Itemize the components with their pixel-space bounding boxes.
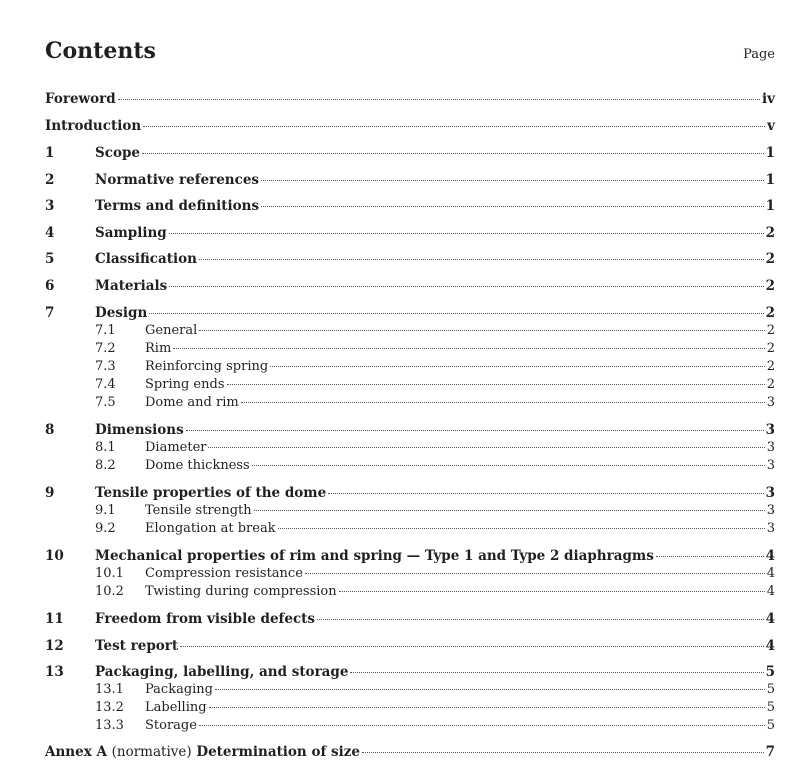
toc-entry-title: Dimensions [95,422,184,438]
toc-entry-number: 7.2 [95,341,116,356]
toc-entry-number: 7.4 [95,377,116,392]
dot-leader [270,366,765,367]
toc-entry-number: 13.2 [95,700,124,715]
toc-entry-title: Normative references [95,172,260,188]
annex-label: Annex A [45,744,107,760]
toc-entry-number: 10.2 [95,584,124,599]
toc-entry-page: 2 [766,341,775,356]
toc-entry-10-2[interactable] [45,584,775,602]
toc-entry-page: 5 [766,700,775,715]
toc-entry-title: Terms and definitions [95,198,260,214]
dot-leader [199,330,764,331]
toc-entry-title: Scope [95,145,141,161]
toc-entry-foreword[interactable] [45,91,775,109]
toc-entry-title: Mechanical properties of rim and spring — Type 1 and Type 2 diaphragms [95,548,654,564]
toc-entry-13[interactable] [45,664,775,682]
toc-entry-title: Twisting during compression [145,584,337,599]
dot-leader [118,99,760,100]
toc-entry-page: 3 [766,503,775,518]
toc-entry-9[interactable] [45,485,775,503]
toc-entry-title: Tensile properties of the dome [95,485,327,501]
toc-entry-title: Classification [95,251,197,267]
toc-entry-13-1[interactable] [45,682,775,700]
dot-leader [350,672,763,673]
toc-entry-5[interactable] [45,251,775,269]
page-title: Contents [45,38,156,64]
dot-leader [305,573,765,574]
toc-entry-number: 3 [45,198,55,214]
toc-entry-number: 7.5 [95,395,116,410]
toc-entry-8-2[interactable] [45,458,775,476]
toc-entry-7[interactable] [45,305,775,323]
toc-entry-number: 13.3 [95,718,124,733]
toc-entry-number: 13.1 [95,682,124,697]
toc-entry-7-4[interactable] [45,377,775,395]
toc-entry-title: General [145,323,198,338]
page-column-label: Page [743,47,775,62]
toc-entry-10-1[interactable] [45,566,775,584]
toc-entry-introduction[interactable] [45,118,775,136]
toc-entry-title: Spring ends [145,377,225,392]
toc-entry-title: Dome and rim [145,395,239,410]
toc-entry-annex-a[interactable] [45,744,775,762]
toc-entry-number: 9.2 [95,521,116,536]
toc-entry-13-2[interactable] [45,700,775,718]
dot-leader [254,510,765,511]
toc-entry-title: Tensile strength [145,503,252,518]
toc-entry-number: 12 [45,638,64,654]
toc-entry-number: 6 [45,278,55,294]
toc-entry-title: Labelling [145,700,207,715]
dot-leader [278,528,765,529]
dot-leader [180,646,763,647]
dot-leader [656,556,764,557]
toc-entry-title: Test report [95,638,179,654]
toc-entry-title: Packaging [145,682,213,697]
dot-leader [328,493,763,494]
toc-entry-page: 5 [766,718,775,733]
toc-entry-title: Design [95,305,148,321]
toc-entry-number: 7 [45,305,55,321]
toc-entry-number: 10.1 [95,566,124,581]
toc-entry-page: 2 [766,377,775,392]
toc-entry-4[interactable] [45,225,775,243]
dot-leader [142,153,764,154]
toc-entry-page: 1 [765,145,775,161]
dot-leader [261,180,764,181]
toc-entry-9-2[interactable] [45,521,775,539]
dot-leader [362,752,764,753]
toc-entry-7-3[interactable] [45,359,775,377]
toc-entry-page: 3 [766,440,775,455]
toc-entry-page: 5 [765,664,775,680]
toc-entry-page: 3 [766,521,775,536]
dot-leader [252,465,765,466]
annex-title: Determination of size [196,744,360,760]
toc-entry-page: 2 [765,278,775,294]
toc-entry-page: 2 [765,305,775,321]
dot-leader [209,707,765,708]
toc-entry-number: 8.2 [95,458,116,473]
toc-entry-number: 9.1 [95,503,116,518]
dot-leader [149,313,763,314]
dot-leader [199,259,764,260]
dot-leader [208,447,764,448]
toc-entry-title: Diameter [145,440,207,455]
toc-entry-title: Sampling [95,225,167,241]
toc-entry-number: 7.3 [95,359,116,374]
toc-entry-8-1[interactable] [45,440,775,458]
dot-leader [169,233,764,234]
toc-entry-number: 9 [45,485,55,501]
toc-entry-3[interactable] [45,198,775,216]
toc-entry-page: 4 [765,611,775,627]
dot-leader [215,689,765,690]
dot-leader [317,619,764,620]
toc-entry-page: 3 [765,485,775,501]
toc-entry-page: 4 [766,584,775,599]
annex-type: (normative) [111,744,192,760]
toc-entry-page: 3 [765,422,775,438]
toc-entry-12[interactable] [45,638,775,656]
dot-leader [241,402,765,403]
toc-entry-page: 4 [766,566,775,581]
toc-entry-title: Reinforcing spring [145,359,269,374]
toc-entry-title: Introduction [45,118,142,134]
toc-entry-page: 2 [765,251,775,267]
dot-leader [169,286,763,287]
toc-entry-page: 1 [765,172,775,188]
toc-entry-title: Foreword [45,91,116,107]
toc-entry-page: 4 [765,638,775,654]
toc-entry-title: Compression resistance [145,566,303,581]
toc-entry-title: Storage [145,718,197,733]
dot-leader [261,206,764,207]
toc-entry-number: 2 [45,172,55,188]
toc-entry-11[interactable] [45,611,775,629]
toc-entry-page: 4 [765,548,775,564]
toc-entry-2[interactable] [45,172,775,190]
contents-page [45,0,775,761]
dot-leader [339,591,765,592]
toc-entry-page: 2 [765,225,775,241]
toc-entry-8[interactable] [45,422,775,440]
toc-entry-number: 8.1 [95,440,116,455]
dot-leader [173,348,764,349]
toc-entry-7-2[interactable] [45,341,775,359]
toc-entry-page: 1 [765,198,775,214]
toc-entry-title: Rim [145,341,172,356]
toc-entry-number: 8 [45,422,55,438]
toc-entry-page: 3 [766,395,775,410]
toc-entry-title: Freedom from visible defects [95,611,316,627]
toc-entry-number: 5 [45,251,55,267]
toc-entry-page: 5 [766,682,775,697]
toc-entry-title: Dome thickness [145,458,250,473]
toc-entry-number: 13 [45,664,64,680]
dot-leader [199,725,765,726]
toc-entry-10[interactable] [45,548,775,566]
toc-entry-title: Materials [95,278,168,294]
toc-entry-1[interactable] [45,145,775,163]
toc-entry-number: 4 [45,225,55,241]
toc-entry-page: v [767,118,775,134]
toc-entry-page: 7 [765,744,775,760]
toc-entry-9-1[interactable] [45,503,775,521]
toc-entry-page: iv [762,91,775,107]
toc-entry-13-3[interactable] [45,718,775,736]
dot-leader [143,126,765,127]
dot-leader [186,430,764,431]
toc-entry-page: 2 [766,359,775,374]
toc-entry-page: 3 [766,458,775,473]
toc-entry-7-5[interactable] [45,395,775,413]
toc-entry-7-1[interactable] [45,323,775,341]
toc-entry-number: 10 [45,548,64,564]
toc-entry-number: 7.1 [95,323,116,338]
toc-entry-6[interactable] [45,278,775,296]
dot-leader [227,384,765,385]
toc-entry-title: Packaging, labelling, and storage [95,664,349,680]
toc-entry-title: Elongation at break [145,521,276,536]
toc-entry-number: 1 [45,145,55,161]
toc-entry-number: 11 [45,611,64,627]
toc-entry-page: 2 [766,323,775,338]
